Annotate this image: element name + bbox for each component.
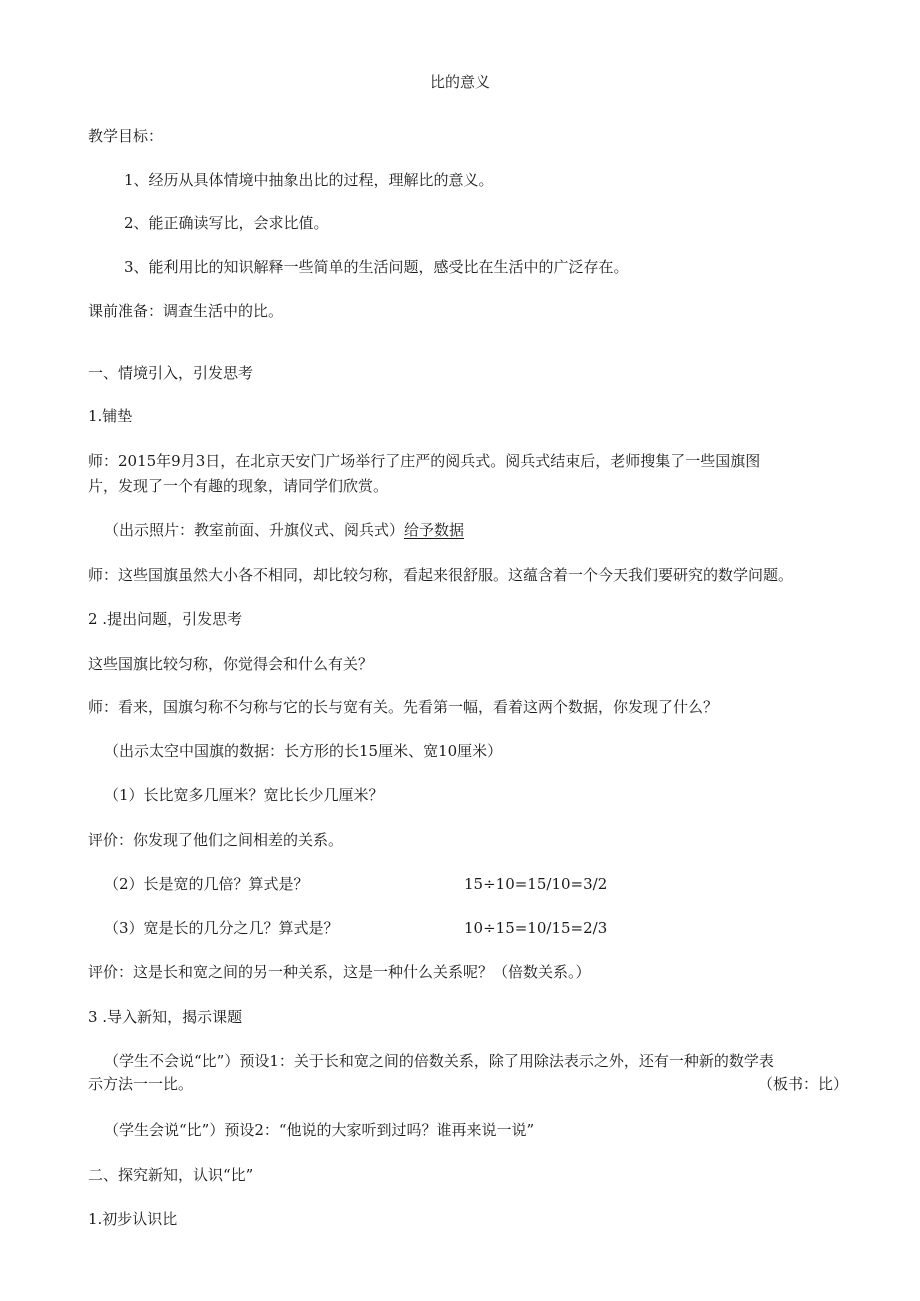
page-title: 比的意义: [429, 73, 490, 91]
show-photos-note: 给予数据: [404, 521, 465, 539]
objective-3: 3、能利用比的知识解释一些简单的生活问题，感受比在生活中的广泛存在。: [124, 258, 629, 276]
subsection-1-3: 3 .导入新知，揭示课题: [88, 1008, 243, 1026]
preset-1b: 示方法一一比。: [88, 1075, 194, 1093]
subsection-1-1: 1.铺垫: [88, 407, 133, 425]
teacher-line-1a: 师：2015年9月3日，在北京天安门广场举行了庄严的阅兵式。阅兵式结束后，老师搜集了一些国旗图: [88, 452, 761, 470]
teacher-line-3: 师：看来，国旗匀称不匀称与它的长与宽有关。先看第一幅，看着这两个数据，你发现了什么？: [88, 698, 719, 716]
preset-2: （学生会说“比”）预设2：“他说的大家听到过吗？谁再来说一说”: [104, 1121, 535, 1139]
question-b: （2）长是宽的几倍？算式是？: [104, 875, 309, 893]
question-c: （3）宽是长的几分之几？算式是？: [104, 919, 339, 937]
show-data: （出示太空中国旗的数据：长方形的长15厘米、宽10厘米）: [104, 742, 503, 760]
teacher-line-1b: 片，发现了一个有趣的现象，请同学们欣赏。: [88, 477, 389, 495]
evaluation-2: 评价：这是长和宽之间的另一种关系，这是一种什么关系呢？（倍数关系。）: [88, 963, 591, 981]
teacher-line-2: 师：这些国旗虽然大小各不相同，却比较匀称，看起来很舒服。这蕴含着一个今天我们要研究的数学问题。: [88, 566, 794, 584]
preset-1a: （学生不会说“比”）预设1：关于长和宽之间的倍数关系，除了用除法表示之外，还有一种新的数学表: [104, 1052, 774, 1070]
subsection-1-2: 2 .提出问题，引发思考: [88, 610, 243, 628]
board-note: （板书：比）: [757, 1075, 848, 1093]
question-a: （1）长比宽多几厘米？宽比长少几厘米？: [104, 786, 384, 804]
section-1-heading: 一、情境引入，引发思考: [88, 364, 254, 382]
preparation: 课前准备：调查生活中的比。: [88, 302, 284, 320]
objectives-heading: 教学目标：: [88, 127, 164, 145]
subsection-2-1: 1.初步认识比: [88, 1210, 178, 1228]
section-2-heading: 二、探究新知，认识“比”: [88, 1166, 254, 1184]
question-c-formula: 10÷15=10/15=2/3: [464, 919, 608, 937]
evaluation-1: 评价：你发现了他们之间相差的关系。: [88, 831, 344, 849]
question-b-formula: 15÷10=15/10=3/2: [464, 875, 608, 893]
show-photos: [104, 520, 464, 540]
objective-1: 1、经历从具体情境中抽象出比的过程，理解比的意义。: [124, 171, 494, 189]
show-photos-text: （出示照片：教室前面、升旗仪式、阅兵式）: [104, 521, 405, 539]
objective-2: 2、能正确读写比，会求比值。: [124, 214, 329, 232]
question-1: 这些国旗比较匀称，你觉得会和什么有关？: [88, 655, 374, 673]
